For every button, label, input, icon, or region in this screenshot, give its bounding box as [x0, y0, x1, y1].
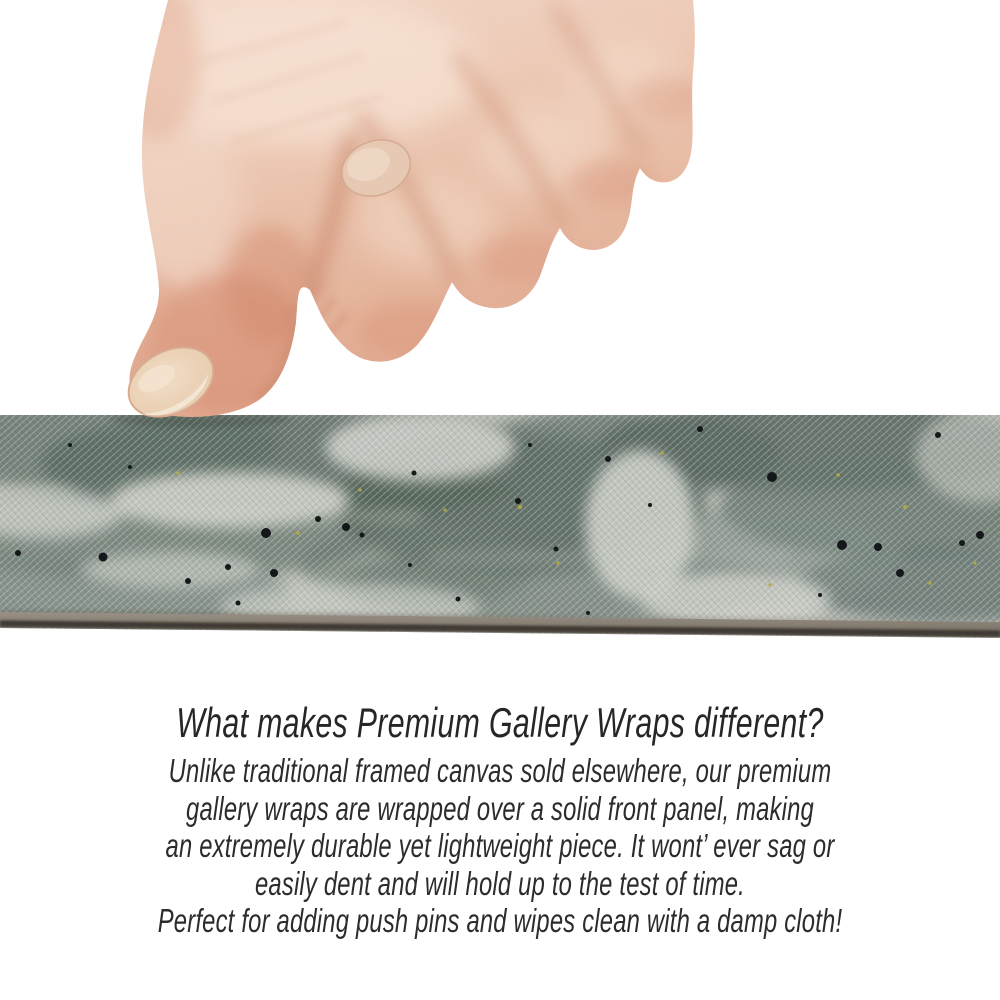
info-body-line: an extremely durable yet lightweight piece. It wont’ ever sag or	[165, 827, 835, 864]
hand-photo	[0, 0, 1000, 420]
info-body-line: easily dent and will hold up to the test of time.	[254, 864, 746, 902]
info-block	[140, 700, 860, 940]
info-body-line: Perfect for adding push pins and wipes clean with a damp cloth!	[157, 902, 843, 939]
info-body-line: Unlike traditional framed canvas sold elsewhere, our premium	[168, 752, 832, 789]
info-body-line: gallery wraps are wrapped over a solid front panel, making	[186, 789, 814, 827]
canvas-strip	[0, 415, 1000, 643]
info-heading: What makes Premium Gallery Wraps different?	[176, 699, 824, 746]
canvas-texture	[0, 415, 1000, 643]
